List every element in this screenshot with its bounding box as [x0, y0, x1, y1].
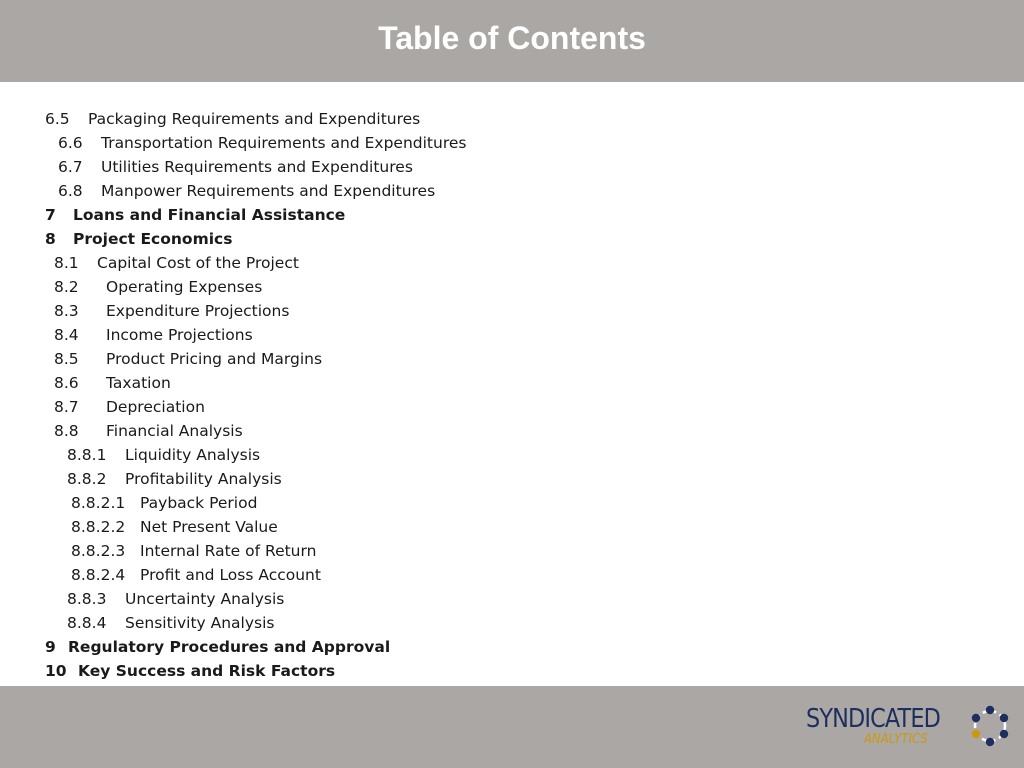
- toc-item: 8.6 Taxation: [54, 374, 171, 392]
- header-band: [0, 0, 1024, 82]
- toc-item: 6.5 Packaging Requirements and Expenditures: [45, 110, 421, 128]
- table-of-contents: [45, 107, 945, 683]
- toc-subsubitem: 8.8.2.1 Payback Period: [71, 494, 258, 512]
- toc-item: 8.3 Expenditure Projections: [54, 302, 290, 320]
- toc-section: 7 Loans and Financial Assistance: [45, 206, 346, 224]
- toc-subitem: 8.8.1 Liquidity Analysis: [67, 446, 261, 464]
- toc-item: 6.7 Utilities Requirements and Expenditures: [58, 158, 413, 176]
- toc-subsubitem: 8.8.2.4 Profit and Loss Account: [71, 566, 321, 584]
- syndicated-analytics-logo: SYNDICATED ANALYTICS: [806, 704, 1016, 752]
- toc-item: 8.2 Operating Expenses: [54, 278, 263, 296]
- toc-section: 10 Key Success and Risk Factors: [45, 662, 336, 680]
- toc-item: 8.1 Capital Cost of the Project: [54, 254, 299, 272]
- toc-subitem: 8.8.4 Sensitivity Analysis: [67, 614, 275, 632]
- toc-item: 8.4 Income Projections: [54, 326, 253, 344]
- toc-item: 8.8 Financial Analysis: [54, 422, 243, 440]
- toc-section: 9 Regulatory Procedures and Approval: [45, 638, 391, 656]
- toc-item: 8.7 Depreciation: [54, 398, 205, 416]
- toc-subitem: 8.8.2 Profitability Analysis: [67, 470, 282, 488]
- toc-item: 6.6 Transportation Requirements and Expenditures: [58, 134, 467, 152]
- toc-item: 8.5 Product Pricing and Margins: [54, 350, 323, 368]
- logo-circle-icon: [966, 702, 1014, 750]
- toc-subitem: 8.8.3 Uncertainty Analysis: [67, 590, 285, 608]
- page-title: Table of Contents: [378, 20, 646, 56]
- toc-subsubitem: 8.8.2.2 Net Present Value: [71, 518, 278, 536]
- toc-section: 8 Project Economics: [45, 230, 233, 248]
- toc-item: 6.8 Manpower Requirements and Expenditures: [58, 182, 436, 200]
- toc-subsubitem: 8.8.2.3 Internal Rate of Return: [71, 542, 317, 560]
